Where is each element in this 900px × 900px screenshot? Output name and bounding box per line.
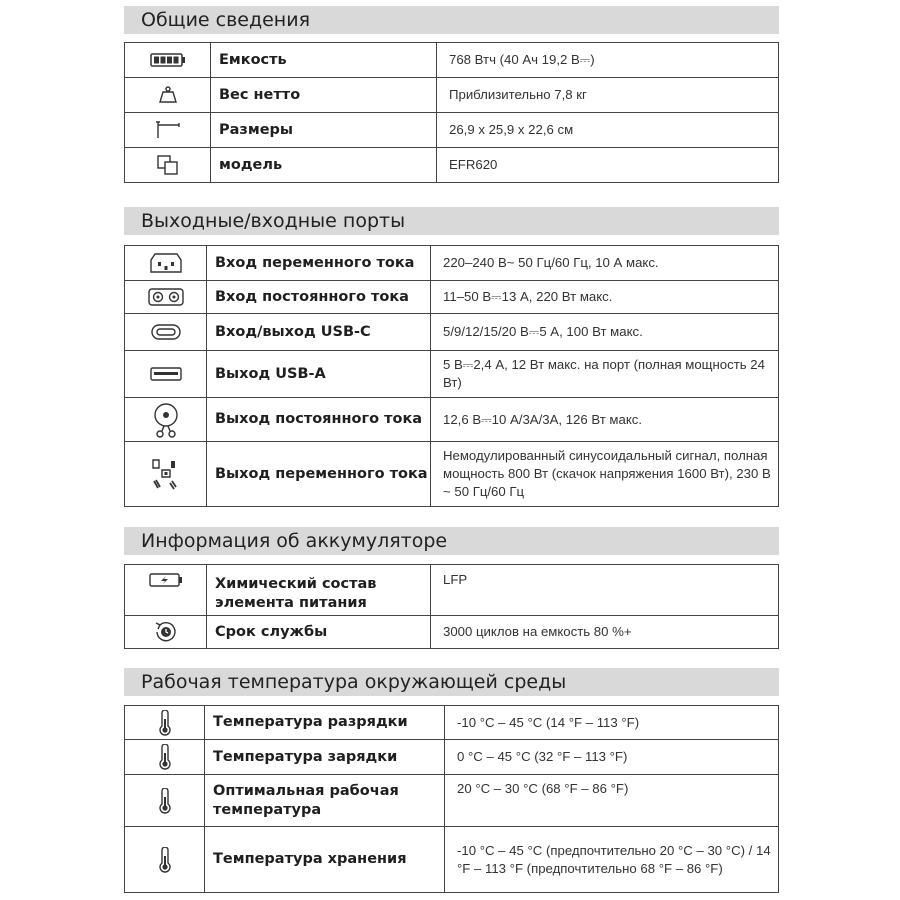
weight-icon <box>125 78 211 113</box>
storage-temp-label: Температура хранения <box>205 827 445 893</box>
dc-output-value: 12,6 В⎓10 А/3А/3А, 126 Вт макс. <box>431 398 779 442</box>
table-row <box>125 281 779 314</box>
table-row <box>125 616 779 649</box>
thermometer-icon <box>125 775 205 827</box>
ports-table <box>124 245 779 507</box>
usb-c-value: 5/9/12/15/20 В⎓5 А, 100 Вт макс. <box>431 314 779 351</box>
model-value: EFR620 <box>437 148 779 183</box>
usb-c-icon <box>125 314 207 351</box>
ac-input-value: 220–240 В~ 50 Гц/60 Гц, 10 А макс. <box>431 246 779 281</box>
table-row <box>125 827 779 893</box>
table-row <box>125 442 779 507</box>
table-row <box>125 565 779 616</box>
usb-a-label: Выход USB-A <box>207 351 431 398</box>
dimensions-value: 26,9 x 25,9 x 22,6 см <box>437 113 779 148</box>
dc-output-label: Выход постоянного тока <box>207 398 431 442</box>
thermometer-icon <box>125 740 205 775</box>
ac-output-value: Немодулированный синусоидальный сигнал, полная мощность 800 Вт (скачок напряжения 1600 Вт), 230 В ~ 50 Гц/60 Гц <box>431 442 779 507</box>
dc-input-value: 11–50 В⎓13 А, 220 Вт макс. <box>431 281 779 314</box>
charge-temp-value: 0 °C – 45 °C (32 °F – 113 °F) <box>445 740 779 775</box>
model-icon <box>125 148 211 183</box>
dimensions-icon <box>125 113 211 148</box>
dc-input-icon <box>125 281 207 314</box>
dc-output-icon <box>125 398 207 442</box>
general-table <box>124 42 779 183</box>
operating-temp-table <box>124 705 779 893</box>
net-weight-label: Вес нетто <box>211 78 437 113</box>
cell-chemistry-icon <box>125 565 207 616</box>
capacity-value: 768 Втч (40 Ач 19,2 В⎓) <box>437 43 779 78</box>
ac-input-label: Вход переменного тока <box>207 246 431 281</box>
table-row <box>125 148 779 183</box>
discharge-temp-value: -10 °C – 45 °C (14 °F – 113 °F) <box>445 706 779 740</box>
discharge-temp-label: Температура разрядки <box>205 706 445 740</box>
battery-icon <box>125 43 211 78</box>
table-row <box>125 113 779 148</box>
table-row <box>125 706 779 740</box>
cell-chemistry-label: Химический состав элемента питания <box>207 565 431 616</box>
optimal-temp-label: Оптимальная рабочая температура <box>205 775 445 827</box>
model-label: модель <box>211 148 437 183</box>
cycle-life-label: Срок службы <box>207 616 431 649</box>
table-row <box>125 740 779 775</box>
cycle-life-value: 3000 циклов на емкость 80 %+ <box>431 616 779 649</box>
table-row <box>125 78 779 113</box>
ac-input-icon <box>125 246 207 281</box>
ac-output-icon <box>125 442 207 507</box>
usb-a-icon <box>125 351 207 398</box>
cycle-life-icon <box>125 616 207 649</box>
capacity-label: Емкость <box>211 43 437 78</box>
table-row <box>125 775 779 827</box>
usb-a-value: 5 В⎓2,4 А, 12 Вт макс. на порт (полная мощность 24 Вт) <box>431 351 779 398</box>
battery-info-table <box>124 564 779 649</box>
section-title-ports: Выходные/входные порты <box>124 207 779 235</box>
section-title-general: Общие сведения <box>124 6 779 34</box>
thermometer-icon <box>125 706 205 740</box>
net-weight-value: Приблизительно 7,8 кг <box>437 78 779 113</box>
table-row <box>125 398 779 442</box>
section-title-battery-info: Информация об аккумуляторе <box>124 527 779 555</box>
ac-output-label: Выход переменного тока <box>207 442 431 507</box>
cell-chemistry-value: LFP <box>431 565 779 616</box>
thermometer-icon <box>125 827 205 893</box>
table-row <box>125 314 779 351</box>
dc-input-label: Вход постоянного тока <box>207 281 431 314</box>
charge-temp-label: Температура зарядки <box>205 740 445 775</box>
section-title-operating-temp: Рабочая температура окружающей среды <box>124 668 779 696</box>
table-row <box>125 43 779 78</box>
storage-temp-value: -10 °C – 45 °C (предпочтительно 20 °C – 30 °C) / 14 °F – 113 °F (предпочтительно 68 °F – 86 °F) <box>445 827 779 893</box>
table-row <box>125 351 779 398</box>
dimensions-label: Размеры <box>211 113 437 148</box>
usb-c-label: Вход/выход USB-C <box>207 314 431 351</box>
table-row <box>125 246 779 281</box>
optimal-temp-value: 20 °C – 30 °C (68 °F – 86 °F) <box>445 775 779 827</box>
